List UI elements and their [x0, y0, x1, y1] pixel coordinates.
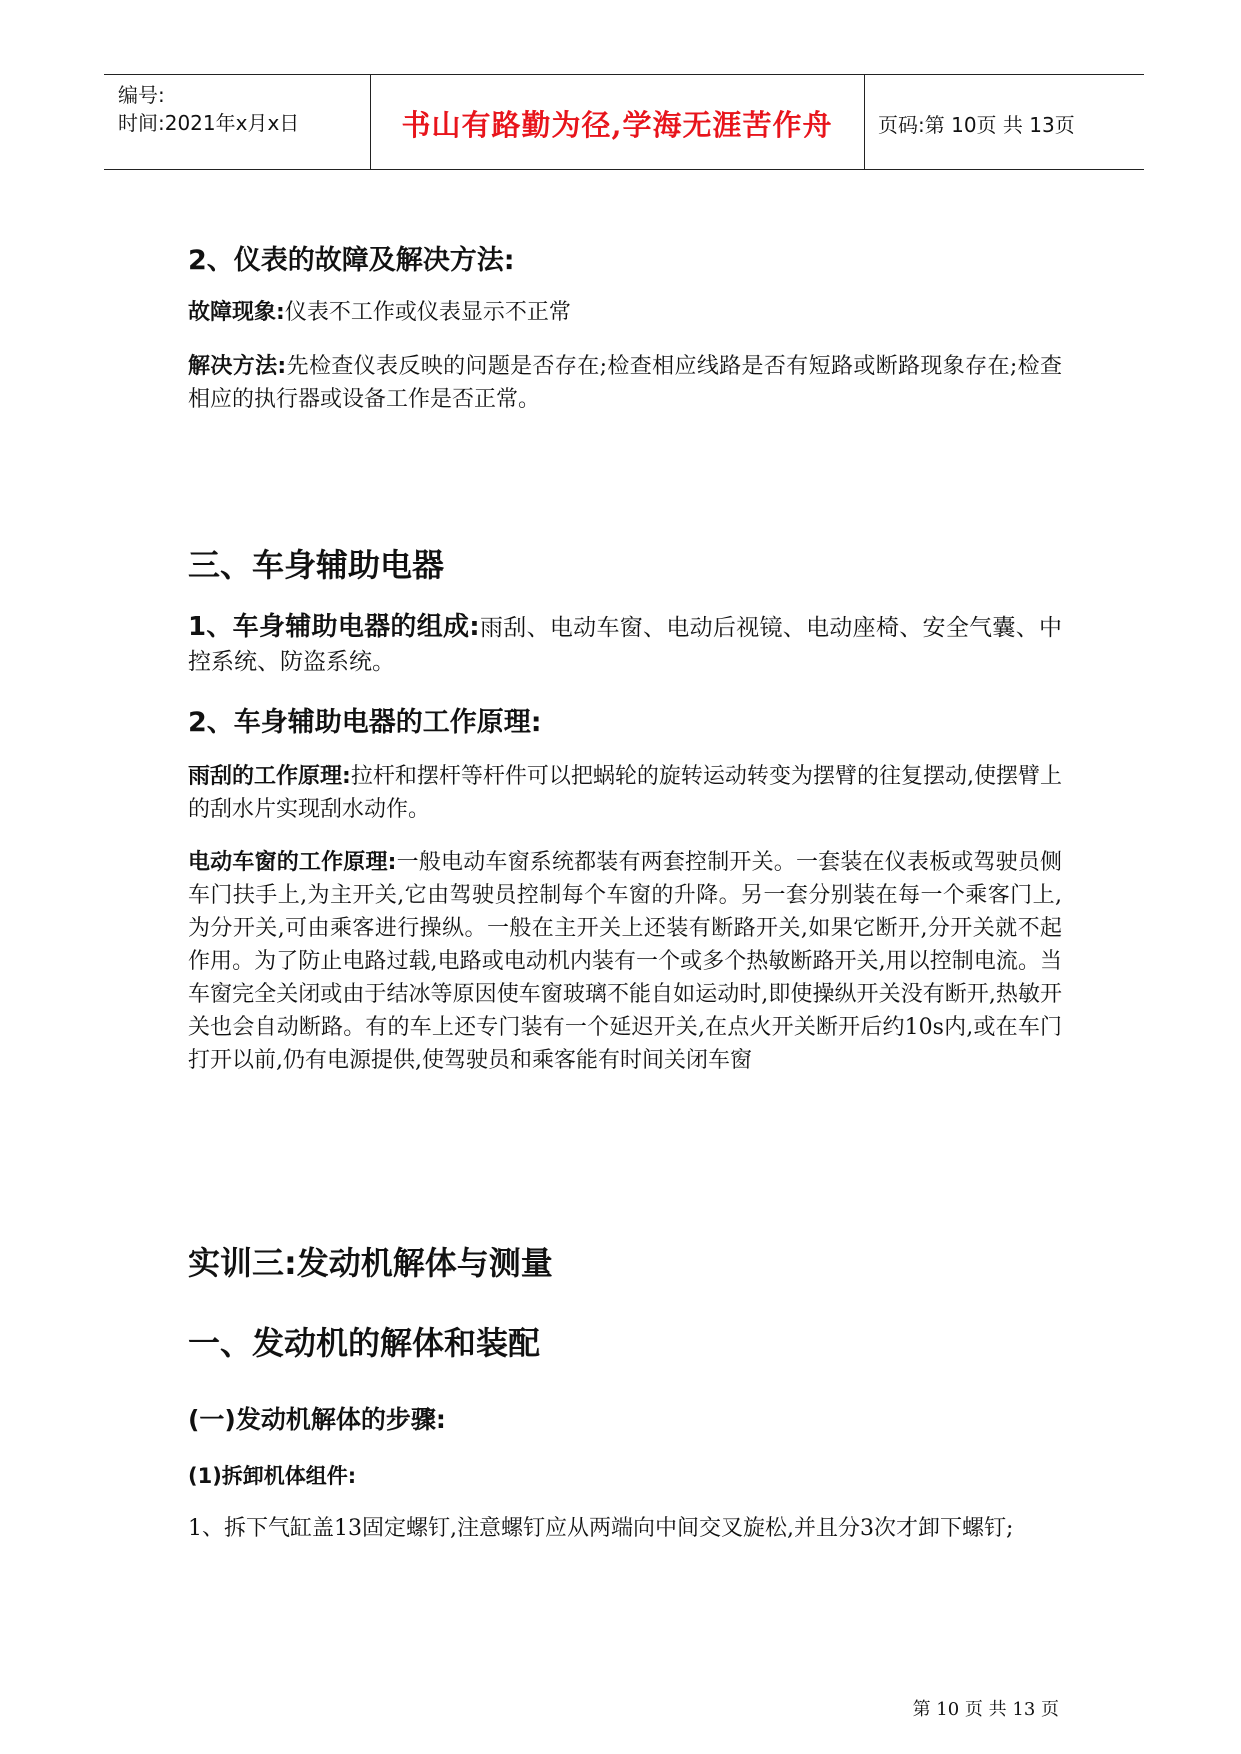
header-left-cell — [104, 75, 371, 169]
fault-phenomenon-paragraph — [188, 296, 1062, 329]
engine-disassembly-title: 一、发动机的解体和装配 — [188, 1324, 541, 1362]
step-item-1: 1、拆下气缸盖13固定螺钉,注意螺钉应从两端向中间交叉旋松,并且分3次才卸下螺钉; — [188, 1516, 1014, 1541]
composition-label: 1、车身辅助电器的组成: — [188, 612, 480, 642]
document-number-label: 编号: — [118, 83, 165, 107]
section-body-electrical-title: 三、车身辅助电器 — [188, 546, 445, 584]
power-window-principle-paragraph — [188, 846, 1062, 1077]
header-motto: 书山有路勤为径,学海无涯苦作舟 — [401, 108, 833, 142]
remove-block-components-title: (1)拆卸机体组件: — [188, 1464, 357, 1488]
document-time-label: 时间:2021年x月x日 — [118, 111, 300, 135]
fix-method-text: 先检查仪表反映的问题是否存在;检查相应线路是否有短路或断路现象存在;检查相应的执行器或设备工作是否正常。 — [188, 354, 1062, 412]
header-page-code: 页码:第 10页 共 13页 — [878, 113, 1075, 137]
header-page-cell — [864, 75, 1144, 169]
training-three-title: 实训三:发动机解体与测量 — [188, 1244, 553, 1282]
composition-text: 雨刮、电动车窗、电动后视镜、电动座椅、安全气囊、中控系统、防盗系统。 — [188, 615, 1062, 675]
fault-phenomenon-text: 仪表不工作或仪表显示不正常 — [284, 300, 571, 325]
fix-method-label: 解决方法: — [188, 354, 287, 379]
section-working-principle-title: 2、车身辅助电器的工作原理: — [188, 707, 542, 738]
fix-method-paragraph — [188, 350, 1062, 416]
disassembly-steps-title: (一)发动机解体的步骤: — [188, 1405, 446, 1434]
wiper-principle-paragraph — [188, 760, 1062, 826]
section-instrument-fault-title: 2、仪表的故障及解决方法: — [188, 245, 515, 276]
body-electrical-composition-paragraph — [188, 610, 1062, 679]
page-header — [104, 74, 1144, 170]
page-footer: 第 10 页 共 13 页 — [912, 1699, 1059, 1720]
fault-phenomenon-label: 故障现象: — [188, 300, 285, 325]
power-window-principle-text: 一般电动车窗系统都装有两套控制开关。一套装在仪表板或驾驶员侧车门扶手上,为主开关,它由驾驶员控制每个车窗的升降。另一套分别装在每一个乘客门上,为分开关,可由乘客进行操纵。一般在主开关上还装有断路开关,如果它断开,分开关就不起作用。为了防止电路过载,电路或电动机内装有一个或多个热敏断路开关,用以控制电流。当车窗完全关闭或由于结冰等原因使车窗玻璃不能自如运动时,即使操纵开关没有断开,热敏开关也会自动断路。有的车上还专门装有一个延迟开关,在点火开关断开后约10s内,或在车门打开以前,仍有电源提供,使驾驶员和乘客能有时间关闭车窗 — [188, 850, 1062, 1073]
wiper-principle-text: 拉杆和摆杆等杆件可以把蜗轮的旋转运动转变为摆臂的往复摆动,使摆臂上的刮水片实现刮水动作。 — [188, 764, 1062, 822]
header-motto-cell — [370, 75, 865, 169]
power-window-principle-label: 电动车窗的工作原理: — [188, 850, 397, 875]
wiper-principle-label: 雨刮的工作原理: — [188, 764, 351, 789]
